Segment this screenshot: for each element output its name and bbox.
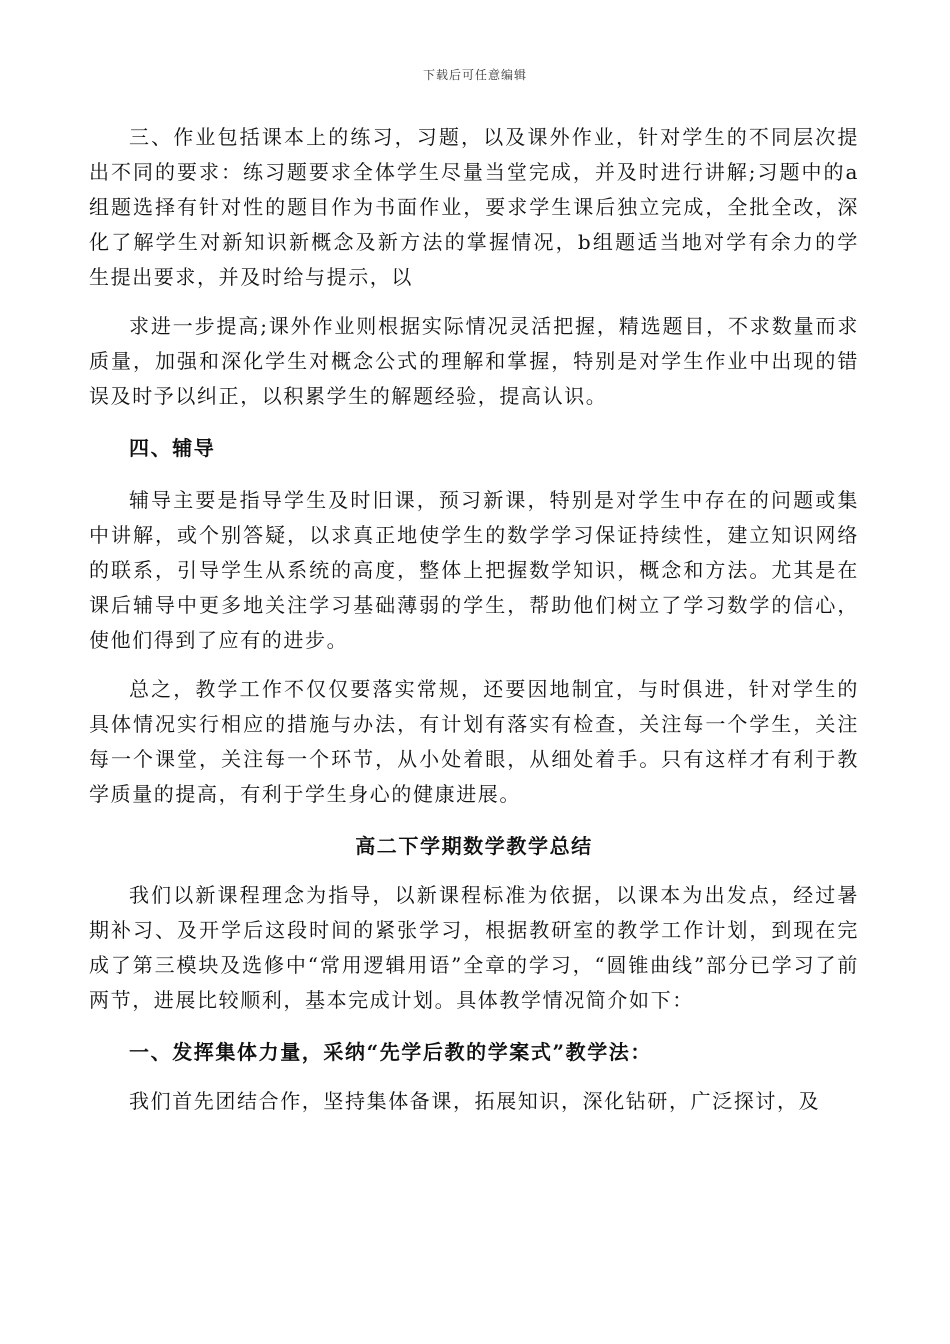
header-note: 下载后可任意编辑 [422, 68, 527, 82]
heading-collective-strength: 一、发挥集体力量，采纳“先学后教的学案式”教学法： [129, 1040, 653, 1064]
document-title: 高二下学期数学教学总结 [355, 834, 593, 858]
paragraph-collective-prep: 我们首先团结合作，坚持集体备课，拓展知识，深化钻研，广泛探讨，及 [129, 1089, 821, 1113]
paragraph-conclusion: 总之，教学工作不仅仅要落实常规，还要因地制宜，与时俱进，针对学生的具体情况实行相应的措施与办法，有计划有落实有检查，关注每一个学生，关注每一个课堂，关注每一个环节，从小处着眼，从细处着手。只有这样才有利于教学质量的提高，有利于学生身心的健康进展。 [89, 677, 859, 806]
heading-tutoring: 四、辅导 [129, 436, 216, 460]
paragraph-homework-continued: 求进一步提高;课外作业则根据实际情况灵活把握，精选题目，不求数量而求质量，加强和深化学生对概念公式的理解和掌握，特别是对学生作业中出现的错误及时予以纠正，以积累学生的解题经验，提高认识。 [89, 314, 859, 408]
paragraph-homework: 三、作业包括课本上的练习，习题，以及课外作业，针对学生的不同层次提出不同的要求：练习题要求全体学生尽量当堂完成，并及时进行讲解;习题中的a组题选择有针对性的题目作为书面作业，要求学生课后独立完成，全批全改，深化了解学生对新知识新概念及新方法的掌握情况，b组题适当地对学有余力的学生提出要求，并及时给与提示，以 [89, 125, 859, 289]
paragraph-tutoring: 辅导主要是指导学生及时旧课，预习新课，特别是对学生中存在的问题或集中讲解，或个别答疑，以求真正地使学生的数学学习保证持续性，建立知识网络的联系，引导学生从系统的高度，整体上把握数学知识，概念和方法。尤其是在课后辅导中更多地关注学习基础薄弱的学生，帮助他们树立了学习数学的信心，使他们得到了应有的进步。 [89, 488, 859, 652]
paragraph-intro: 我们以新课程理念为指导，以新课程标准为依据，以课本为出发点，经过暑期补习、及开学后这段时间的紧张学习，根据教研室的教学工作计划，到现在完成了第三模块及选修中“常用逻辑用语”全章的学习，“圆锥曲线”部分已学习了前两节，进展比较顺利，基本完成计划。具体教学情况简介如下： [89, 883, 859, 1012]
document-body [89, 120, 859, 1119]
